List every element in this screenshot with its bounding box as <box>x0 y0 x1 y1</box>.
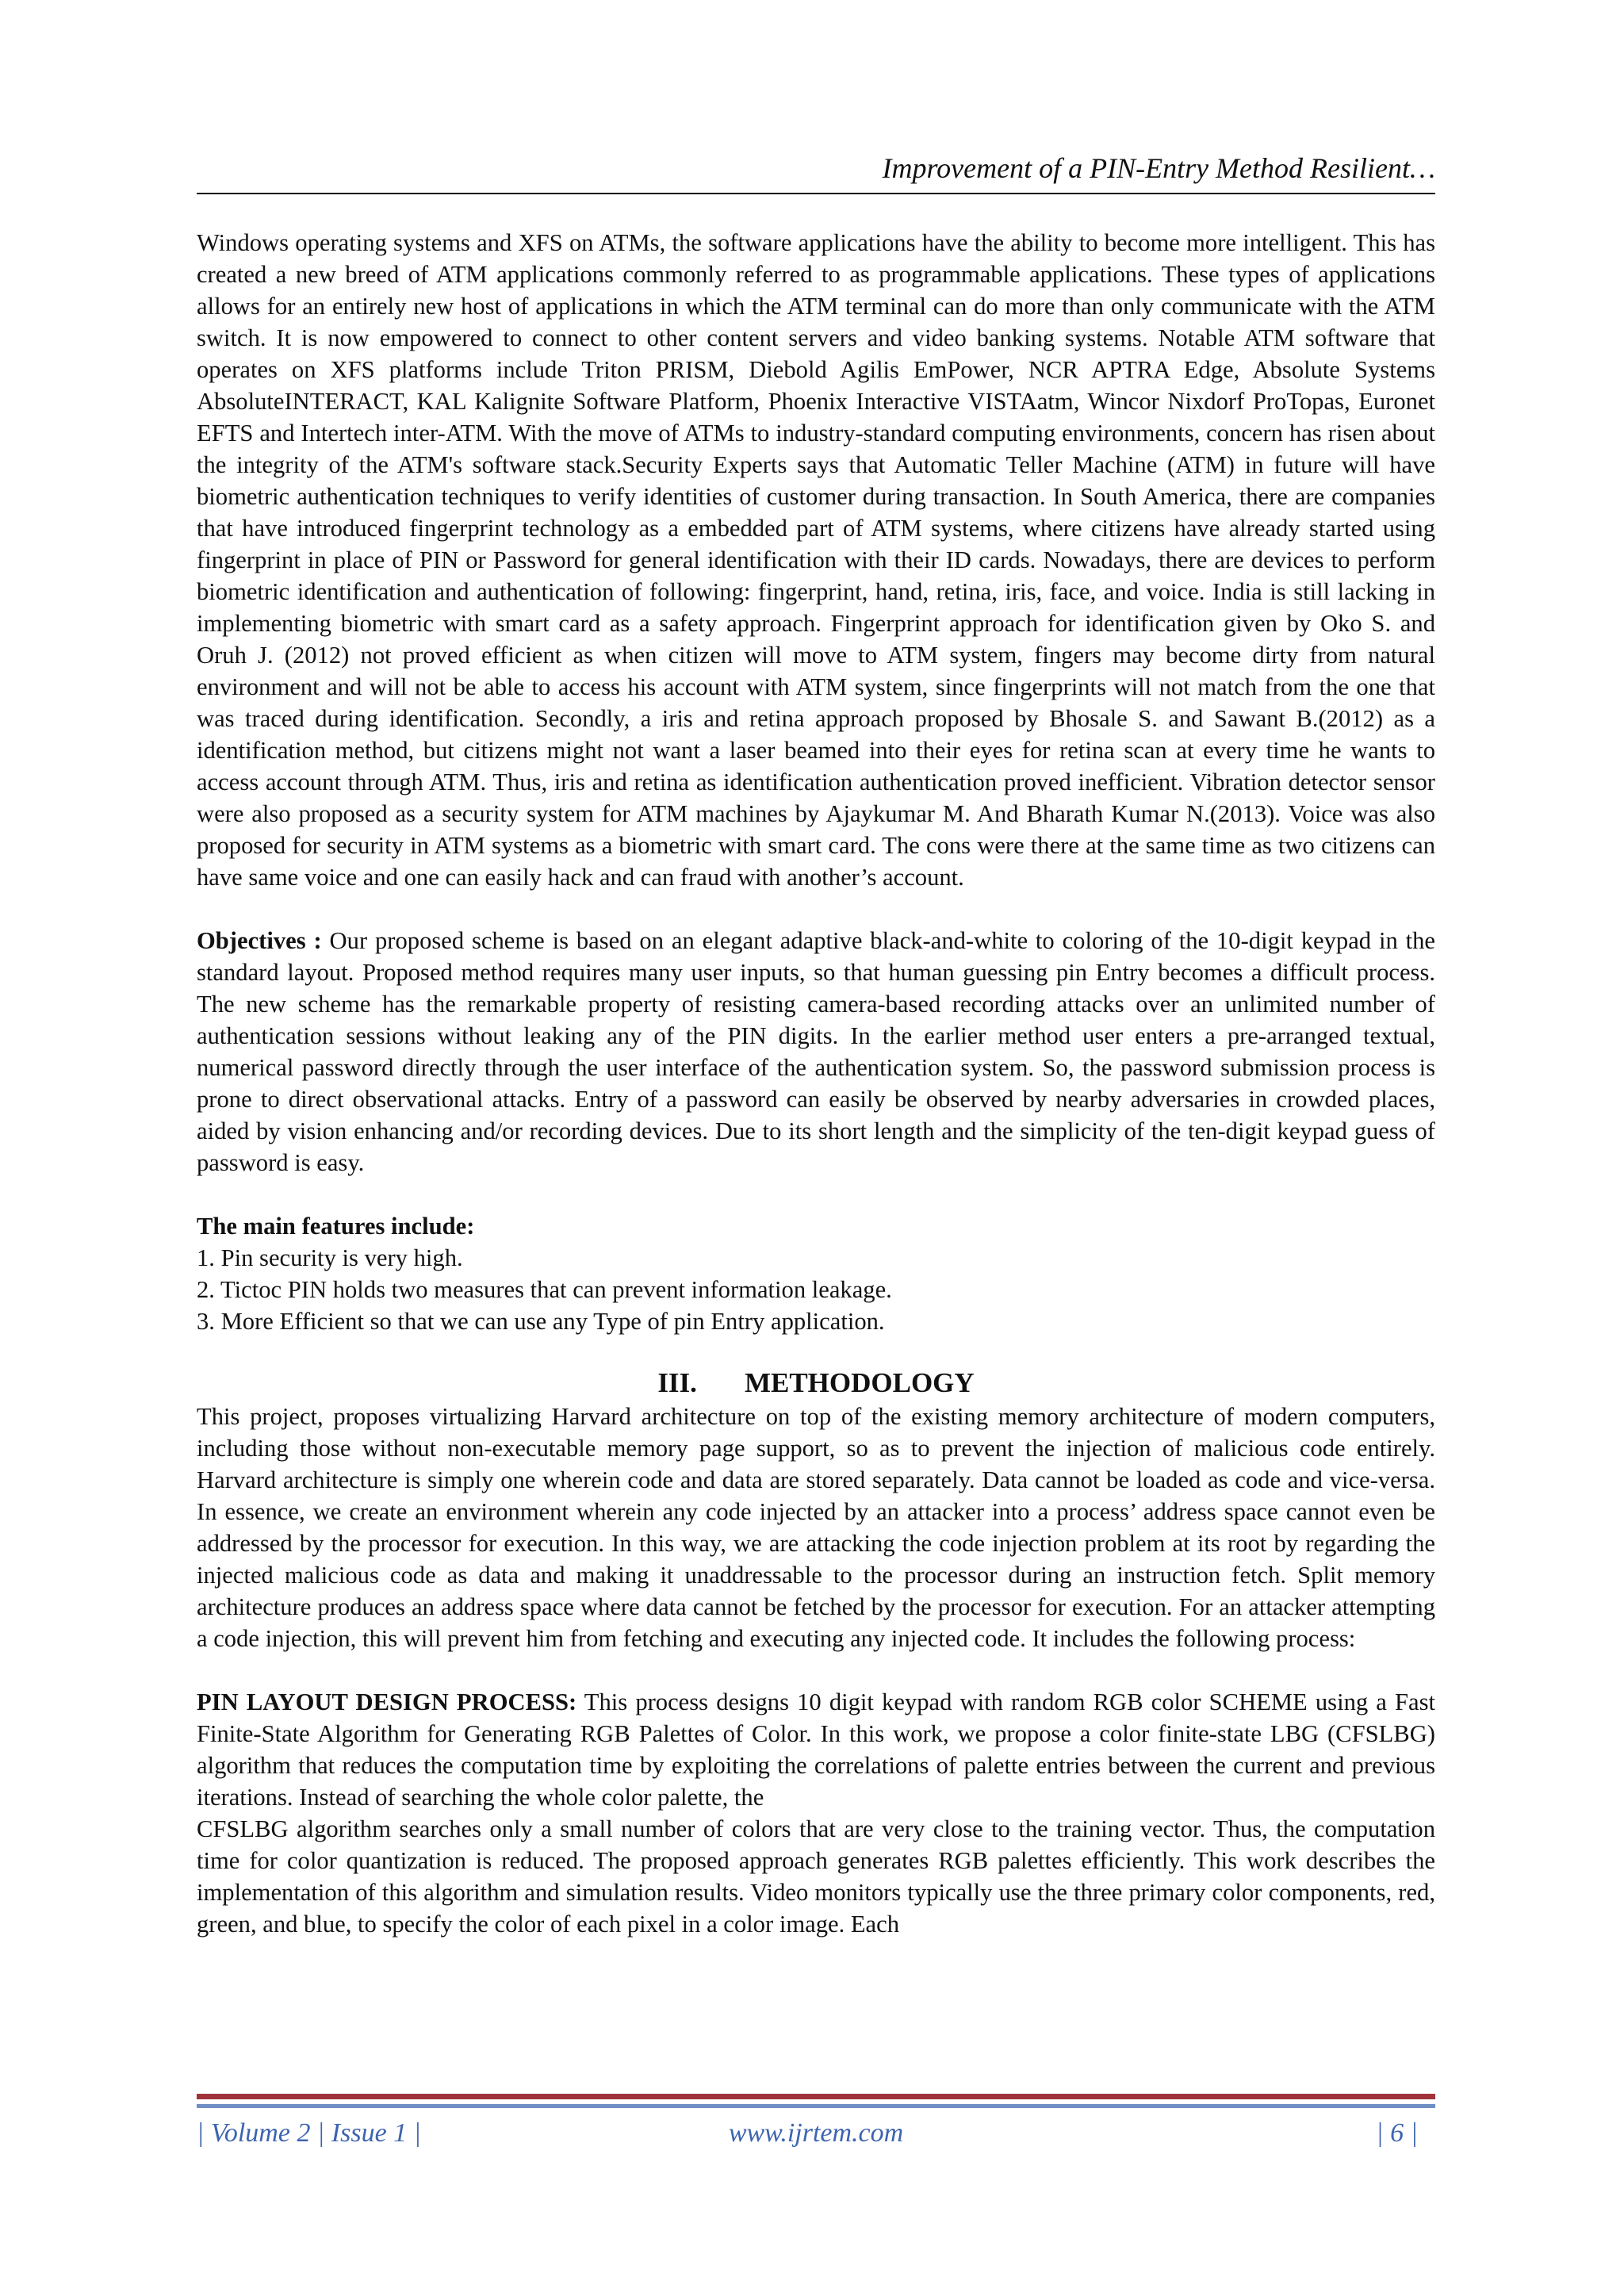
features-heading: The main features include: <box>197 1213 475 1240</box>
running-header: Improvement of a PIN-Entry Method Resilient… <box>882 152 1435 184</box>
paragraph-methodology: This project, proposes virtualizing Harvard architecture on top of the existing memory architecture of modern computers, including those without non-executable memory page support, so as to prevent the injection of malicious code entirely. Harvard architecture is simply one wherein code and data are stored separately. Data cannot be loaded as code and vice-versa. In essence, we create an environment wherein any code injected by an attacker into a process’ address space cannot even be addressed by the processor for execution. In this way, we are attacking the code injection problem at its root by regarding the injected malicious code as data and making it unaddressable to the processor during an instruction fetch. Split memory architecture produces an address space where data cannot be fetched by the processor for execution. For an attacker attempting a code injection, this will prevent him from fetching and executing any injected code. It includes the following process: <box>197 1403 1435 1652</box>
paragraph-objectives <box>197 925 1435 1179</box>
feature-item-2: 2. Tictoc PIN holds two measures that can prevent information leakage. <box>197 1276 892 1303</box>
objectives-label: Objectives : <box>197 927 322 954</box>
section-heading <box>197 1366 1435 1401</box>
pin-layout-label: PIN LAYOUT DESIGN PROCESS: <box>197 1688 577 1715</box>
feature-item-1: 1. Pin security is very high. <box>197 1244 463 1271</box>
objectives-text: Our proposed scheme is based on an elegant adaptive black-and-white to coloring of the 10-digit keypad in the standard layout. Proposed method requires many user inputs, so that human guessing pin Entry becomes a difficult process. The new scheme has the remarkable property of resisting camera-based recording attacks over an unlimited number of authentication sessions without leaking any of the PIN digits. In the earlier method user enters a pre-arranged textual, numerical password directly through the user interface of the authentication system. So, the password submission process is prone to direct observational attacks. Entry of a password can easily be observed by nearby adversaries in crowded places, aided by vision enhancing and/or recording devices. Due to its short length and the simplicity of the ten-digit keypad guess of password is easy. <box>197 927 1435 1176</box>
feature-item-3: 3. More Efficient so that we can use any Type of pin Entry application. <box>197 1308 885 1335</box>
header-rule <box>197 193 1435 194</box>
paragraph-cfslbg: CFSLBG algorithm searches only a small number of colors that are very close to the training vector. Thus, the computation time for color quantization is reduced. The proposed approach generates RGB palettes efficiently. This work describes the implementation of this algorithm and simulation results. Video monitors typically use the three primary color components, red, green, and blue, to specify the color of each pixel in a color image. Each <box>197 1815 1435 1938</box>
footer-rule-blue <box>197 2104 1435 2108</box>
paragraph-atm-software: Windows operating systems and XFS on ATMs, the software applications have the ability to become more intelligent. This has created a new breed of ATM applications commonly referred to as programmable applications. These types of applications allows for an entirely new host of applications in which the ATM terminal can do more than only communicate with the ATM switch. It is now empowered to connect to other content servers and video banking systems. Notable ATM software that operates on XFS platforms include Triton PRISM, Diebold Agilis EmPower, NCR APTRA Edge, Absolute Systems AbsoluteINTERACT, KAL Kalignite Software Platform, Phoenix Interactive VISTAatm, Wincor Nixdorf ProTopas, Euronet EFTS and Intertech inter-ATM. With the move of ATMs to industry-standard computing environments, concern has risen about the integrity of the ATM's software stack.Security Experts says that Automatic Teller Machine (ATM) in future will have biometric authentication techniques to verify identities of customer during transaction. In South America, there are companies that have introduced fingerprint technology as a embedded part of ATM systems, where citizens have already started using fingerprint in place of PIN or Password for general identification with their ID cards. Nowadays, there are devices to perform biometric identification and authentication of following: fingerprint, hand, retina, iris, face, and voice. India is still lacking in implementing biometric with smart card as a safety approach. Fingerprint approach for identification given by Oko S. and Oruh J. (2012) not proved efficient as when citizen will move to ATM system, fingers may become dirty from natural environment and will not be able to access his account with ATM system, since fingerprints will not match from the one that was traced during identification. Secondly, a iris and retina approach proposed by Bhosale S. and Sawant B.(2012) as a identification method, but citizens might not want a laser beamed into their eyes for retina scan at every time he wants to access account through ATM. Thus, iris and retina as identification authentication proved inefficient. Vibration detector sensor were also proposed as a security system for ATM machines by Ajaykumar M. And Bharath Kumar N.(2013). Voice was also proposed for security in ATM systems as a biometric with smart card. The cons were there at the same time as two citizens can have same voice and one can easily hack and can fraud with another’s account. <box>197 229 1435 891</box>
section-number: III. <box>657 1367 697 1398</box>
footer-page-number: | 6 | <box>1376 2118 1418 2148</box>
footer-website: www.ijrtem.com <box>728 2118 904 2148</box>
paragraph-pin-layout <box>197 1686 1435 1813</box>
footer-volume-issue: | Volume 2 | Issue 1 | <box>197 2118 422 2148</box>
body-text <box>197 227 1435 1940</box>
section-title: METHODOLOGY <box>744 1367 975 1398</box>
footer-rule-red <box>197 2094 1435 2099</box>
pin-layout-text: This process designs 10 digit keypad with random RGB color SCHEME using a Fast Finite-State Algorithm for Generating RGB Palettes of Color. In this work, we propose a color finite-state LBG (CFSLBG) algorithm that reduces the computation time by exploiting the correlations of palette entries between the current and previous iterations. Instead of searching the whole color palette, the <box>197 1688 1435 1811</box>
